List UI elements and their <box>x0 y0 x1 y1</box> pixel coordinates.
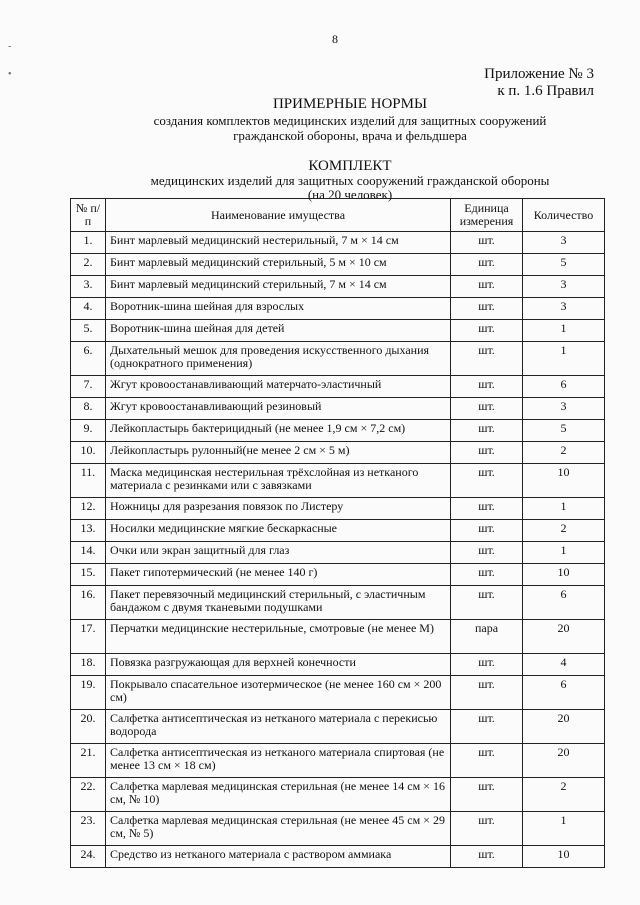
table-row <box>71 620 605 654</box>
row-number: 15. <box>71 564 106 586</box>
item-quantity: 10 <box>523 464 605 498</box>
item-unit: шт. <box>451 710 523 744</box>
item-quantity: 1 <box>523 812 605 846</box>
item-name: Пакет перевязочный медицинский стерильный, с эластичным бандажом с двумя тканевыми подушками <box>106 586 451 620</box>
item-name: Дыхательный мешок для проведения искусственного дыхания (однократного применения) <box>106 342 451 376</box>
row-number: 10. <box>71 442 106 464</box>
row-number: 6. <box>71 342 106 376</box>
item-unit: шт. <box>451 846 523 868</box>
item-unit: шт. <box>451 586 523 620</box>
item-unit: шт. <box>451 342 523 376</box>
table-row <box>71 376 605 398</box>
row-number: 7. <box>71 376 106 398</box>
row-number: 19. <box>71 676 106 710</box>
item-unit: шт. <box>451 676 523 710</box>
table-row <box>71 420 605 442</box>
table-row <box>71 778 605 812</box>
item-quantity: 6 <box>523 586 605 620</box>
item-quantity: 3 <box>523 298 605 320</box>
item-unit: шт. <box>451 398 523 420</box>
table-row <box>71 298 605 320</box>
table-row <box>71 654 605 676</box>
item-unit: шт. <box>451 654 523 676</box>
item-name: Бинт марлевый медицинский нестерильный, 7 м × 14 см <box>106 232 451 254</box>
item-quantity: 10 <box>523 846 605 868</box>
header-name: Наименование имущества <box>106 199 451 232</box>
table-row <box>71 586 605 620</box>
row-number: 18. <box>71 654 106 676</box>
item-name: Очки или экран защитный для глаз <box>106 542 451 564</box>
item-quantity: 20 <box>523 744 605 778</box>
item-name: Маска медицинская нестерильная трёхслойная из нетканого материала с резинками или с завязками <box>106 464 451 498</box>
item-quantity: 6 <box>523 376 605 398</box>
item-quantity: 20 <box>523 710 605 744</box>
row-number: 3. <box>71 276 106 298</box>
row-number: 12. <box>71 498 106 520</box>
item-name: Ножницы для разрезания повязок по Листеру <box>106 498 451 520</box>
appendix-rule-reference: к п. 1.6 Правил <box>497 83 594 99</box>
table-row <box>71 232 605 254</box>
items-table <box>70 198 605 868</box>
appendix-line: Приложение № 3 <box>484 66 594 82</box>
table-row <box>71 710 605 744</box>
header-unit: Единица измерения <box>451 199 523 232</box>
item-unit: шт. <box>451 812 523 846</box>
page-number: 8 <box>332 32 338 46</box>
row-number: 14. <box>71 542 106 564</box>
document-subtitle <box>0 113 640 143</box>
item-unit: шт. <box>451 376 523 398</box>
table-row <box>71 342 605 376</box>
item-unit: пара <box>451 620 523 654</box>
item-name: Воротник-шина шейная для детей <box>106 320 451 342</box>
scan-margin-marks: - • <box>8 41 12 80</box>
item-quantity: 3 <box>523 398 605 420</box>
kit-persons: (на 20 человек) <box>307 187 393 202</box>
item-unit: шт. <box>451 464 523 498</box>
table-row <box>71 744 605 778</box>
item-quantity: 10 <box>523 564 605 586</box>
item-name: Жгут кровоостанавливающий матерчато-эластичный <box>106 376 451 398</box>
item-name: Лейкопластырь рулонный(не менее 2 см × 5 м) <box>106 442 451 464</box>
item-unit: шт. <box>451 232 523 254</box>
table-row <box>71 520 605 542</box>
item-quantity: 1 <box>523 542 605 564</box>
item-name: Салфетка марлевая медицинская стерильная (не менее 14 см × 16 см, № 10) <box>106 778 451 812</box>
row-number: 24. <box>71 846 106 868</box>
row-number: 9. <box>71 420 106 442</box>
row-number: 13. <box>71 520 106 542</box>
row-number: 1. <box>71 232 106 254</box>
item-quantity: 2 <box>523 520 605 542</box>
row-number: 5. <box>71 320 106 342</box>
subtitle-line-2: гражданской обороны, врача и фельдшера <box>233 128 467 143</box>
item-quantity: 1 <box>523 498 605 520</box>
item-quantity: 1 <box>523 342 605 376</box>
item-quantity: 4 <box>523 654 605 676</box>
row-number: 20. <box>71 710 106 744</box>
item-name: Бинт марлевый медицинский стерильный, 5 м × 10 см <box>106 254 451 276</box>
item-unit: шт. <box>451 520 523 542</box>
row-number: 16. <box>71 586 106 620</box>
header-quantity: Количество <box>523 199 605 232</box>
table-row <box>71 676 605 710</box>
item-name: Покрывало спасательное изотермическое (не менее 160 см × 200 см) <box>106 676 451 710</box>
subtitle-line-1: создания комплектов медицинских изделий для защитных сооружений <box>153 113 547 128</box>
table-row <box>71 276 605 298</box>
row-number: 22. <box>71 778 106 812</box>
row-number: 4. <box>71 298 106 320</box>
row-number: 2. <box>71 254 106 276</box>
item-quantity: 3 <box>523 276 605 298</box>
item-unit: шт. <box>451 320 523 342</box>
table-row <box>71 498 605 520</box>
item-name: Носилки медицинские мягкие бескаркасные <box>106 520 451 542</box>
item-name: Лейкопластырь бактерицидный (не менее 1,9 см × 7,2 см) <box>106 420 451 442</box>
row-number: 21. <box>71 744 106 778</box>
item-name: Повязка разгружающая для верхней конечности <box>106 654 451 676</box>
kit-title: КОМПЛЕКТ <box>308 158 392 174</box>
kit-description: медицинских изделий для защитных сооружений гражданской обороны <box>150 173 550 188</box>
item-quantity: 2 <box>523 778 605 812</box>
item-name: Пакет гипотермический (не менее 140 г) <box>106 564 451 586</box>
item-unit: шт. <box>451 498 523 520</box>
item-quantity: 3 <box>523 232 605 254</box>
item-unit: шт. <box>451 542 523 564</box>
item-quantity: 1 <box>523 320 605 342</box>
item-name: Салфетка антисептическая из нетканого материала с перекисью водорода <box>106 710 451 744</box>
document-title: ПРИМЕРНЫЕ НОРМЫ <box>272 96 428 112</box>
item-name: Жгут кровоостанавливающий резиновый <box>106 398 451 420</box>
item-unit: шт. <box>451 420 523 442</box>
item-quantity: 6 <box>523 676 605 710</box>
item-unit: шт. <box>451 744 523 778</box>
row-number: 17. <box>71 620 106 654</box>
item-name: Перчатки медицинские нестерильные, смотровые (не менее М) <box>106 620 451 654</box>
item-quantity: 5 <box>523 420 605 442</box>
header-number: № п/п <box>71 199 106 232</box>
item-unit: шт. <box>451 276 523 298</box>
row-number: 11. <box>71 464 106 498</box>
item-name: Средство из нетканого материала с раствором аммиака <box>106 846 451 868</box>
table-row <box>71 542 605 564</box>
table-row <box>71 846 605 868</box>
item-unit: шт. <box>451 254 523 276</box>
row-number: 8. <box>71 398 106 420</box>
item-name: Салфетка марлевая медицинская стерильная (не менее 45 см × 29 см, № 5) <box>106 812 451 846</box>
table-row <box>71 320 605 342</box>
table-header-row <box>71 199 605 232</box>
table-row <box>71 812 605 846</box>
table-row <box>71 398 605 420</box>
table-row <box>71 464 605 498</box>
item-quantity: 5 <box>523 254 605 276</box>
table-row <box>71 442 605 464</box>
item-unit: шт. <box>451 298 523 320</box>
item-name: Бинт марлевый медицинский стерильный, 7 м × 14 см <box>106 276 451 298</box>
table-row <box>71 564 605 586</box>
item-quantity: 2 <box>523 442 605 464</box>
appendix-reference <box>484 66 594 100</box>
table-body <box>71 232 605 868</box>
item-unit: шт. <box>451 442 523 464</box>
item-name: Воротник-шина шейная для взрослых <box>106 298 451 320</box>
item-unit: шт. <box>451 778 523 812</box>
item-name: Салфетка антисептическая из нетканого материала спиртовая (не менее 13 см × 18 см) <box>106 744 451 778</box>
table-row <box>71 254 605 276</box>
item-quantity: 20 <box>523 620 605 654</box>
row-number: 23. <box>71 812 106 846</box>
item-unit: шт. <box>451 564 523 586</box>
